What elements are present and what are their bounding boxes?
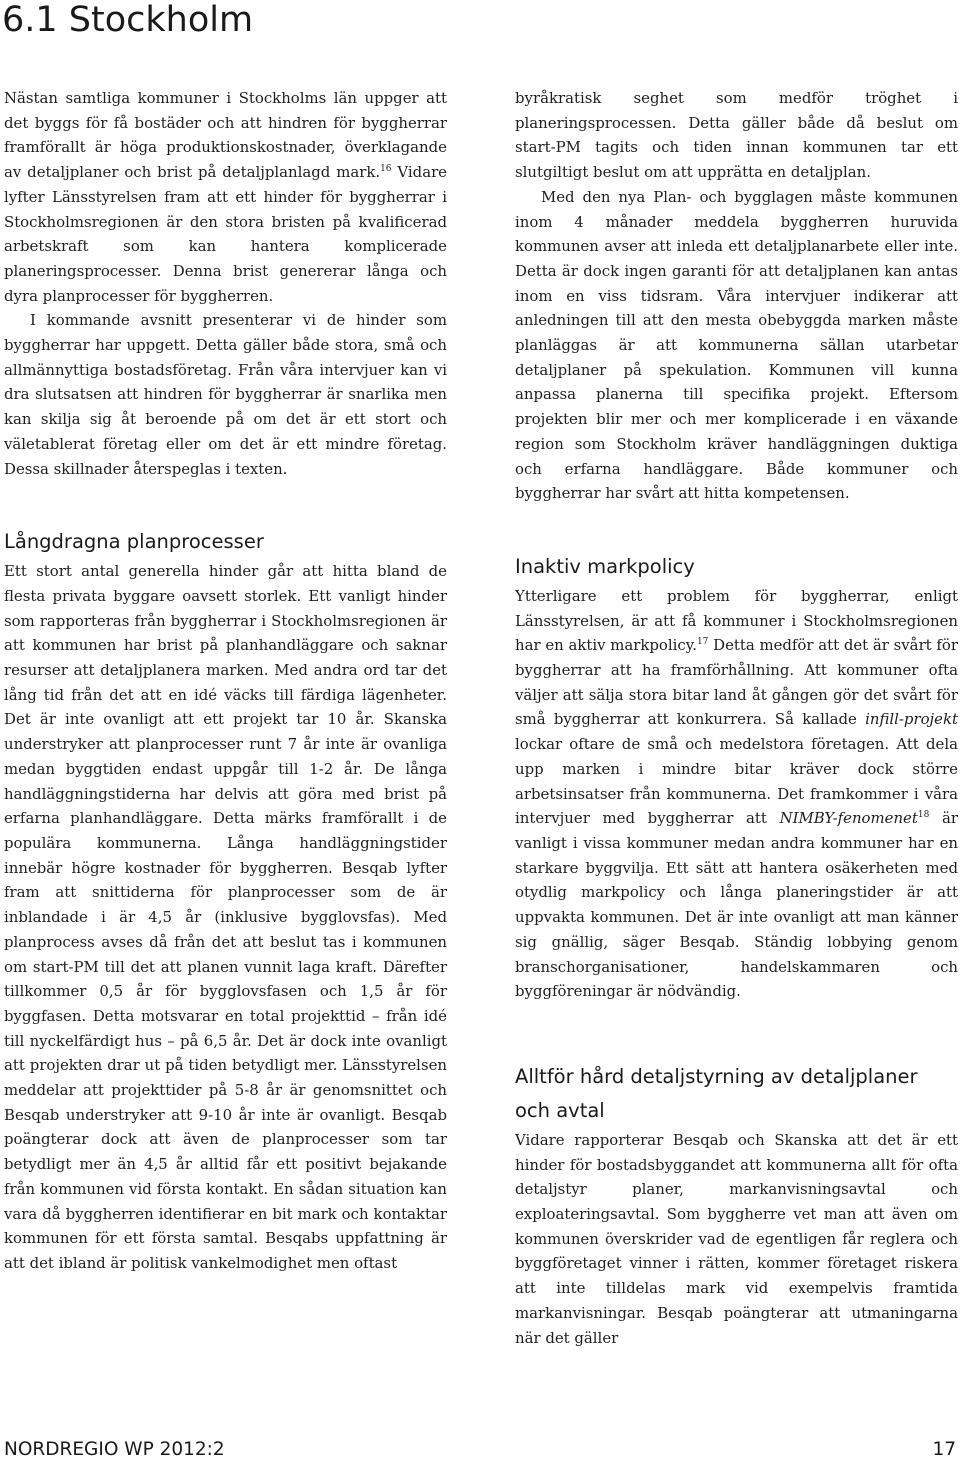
paragraph: Med den nya Plan- och bygglagen måste kommunen inom 4 månader meddela byggherren huruvida kommunen avser att inleda ett detaljplanarbete eller inte. Detta är dock ingen garanti för att detaljplanen kan antas inom en viss tidsram. Våra intervjuer indikerar att anledningen till att den mesta obebyggda marken måste planläggas är att kommunerna sällan utarbetar detaljplaner på spekulation. Kommunen vill kunna anpassa planerna till specifika projekt. Eftersom projekten blir mer och mer komplicerade i en växande region som Stockholm kräver handläggningen duktiga och erfarna handläggare. Både kommuner och byggherrar har svårt att hitta kompetensen. xyxy=(515,187,958,503)
section-heading: Inaktiv markpolicy xyxy=(515,554,695,578)
footnote-ref[interactable]: 16 xyxy=(380,164,392,175)
section-heading: Långdragna planprocesser xyxy=(4,530,264,554)
paragraph: byråkratisk seghet som medför tröghet i planeringsprocessen. Detta gäller både då beslut om start-PM tagits och tiden innan kommunen tar ett slutgiltigt beslut om att upprätta en detaljplan. xyxy=(515,89,958,182)
page-title: 6.1 Stockholm xyxy=(2,0,254,40)
page-number: 17 xyxy=(932,1439,956,1460)
footnote-ref[interactable]: 18 xyxy=(917,810,930,821)
paragraph: Ytterligare ett problem för byggherrar, enligt Länsstyrelsen, är att få kommuner i Stockholmsregionen har en aktiv markpolicy.$^{17}$ Detta medför att det är svårt för byggherrar att ha framförhållning. Att kommuner ofta väljer att sälja stora bitar land åt gången gör det svårt för små byggherrar att konkurrera. Så kallade infill-projekt lockar oftare de små och medelstora företagen. Att dela upp marken i mindre bitar kräver dock större arbetsinsatser från kommunerna. Det framkommer i våra intervjuer med byggherrar att NIMBY-fenomenet$^{18}$ är vanligt i vissa kommuner medan andra kommuner har en starkare byggvilja. Ett sätt att hantera osäkerheten med otydlig markpolicy och långa planeringstider är att uppvakta kommunen. Det är inte ovanligt att man känner sig gnällig, säger Besqab. Ständig lobbying genom branschorganisationer, handelskammaren och byggföreningar är nödvändig. xyxy=(515,586,958,1001)
footnote-ref[interactable]: 17 xyxy=(696,637,709,648)
paragraph: Nästan samtliga kommuner i Stockholms län uppger att det byggs för få bostäder och att hindren för byggherrar framförallt är höga produktionskostnader, överklagande av detaljplaner och brist på detaljplanlagd mark.$^{16}$ Vidare lyfter Länsstyrelsen fram att ett hinder för byggherrar i Stockholmsregionen är den stora bristen på kvalificerad arbetskraft som kan hantera komplicerade planeringsprocesser. Denna brist genererar långa och dyra planprocesser för byggherren. xyxy=(4,89,447,305)
paragraph: Ett stort antal generella hinder går att hitta bland de flesta privata byggare oavsett storlek. Ett vanligt hinder som rapporteras från byggherrar i Stockholmsregionen är att kommunen har brist på planhandläggare och saknar resurser att detaljplanera marken. Med andra ord tar det lång tid från det att en idé väcks till färdiga lägenheter. Det är inte ovanligt att ett projekt tar 10 år. Skanska understryker att planprocesser runt 7 år inte är ovanliga medan byggtiden endast uppgår till 1-2 år. De långa handläggningstiderna har delvis att göra med brist på erfarna planhandläggare. Detta märks framförallt i de populära kommunerna. Långa handläggningstider innebär högre kostnader för byggherren. Besqab lyfter fram att snittiderna för planprocesser som de är inblandade i är 4,5 år (inklusive bygglovsfas). Med planprocess avses då från det att beslut tas i kommunen om start-PM till det att planen vunnit laga kraft. Därefter tillkommer 0,5 år för bygglovsfasen och 1,5 år för byggfasen. Detta motsvarar en total projekttid – från idé till nyckelfärdigt hus – på 6,5 år. Det är dock inte ovanligt att projekten drar ut på tiden betydligt mer. Länsstyrelsen meddelar att projekttider på 5-8 år är genomsnittet och Besqab understryker att 9-10 år inte är ovanligt. Besqab poängterar dock att även de planprocesser som tar betydligt mer än 4,5 år alltid får ett positivt bejakande från kommunen vid första kontakt. En sådan situation kan vara då byggherren identifierar en bit mark och kontaktar kommunen för ett första samtal. Besqabs uppfattning är att det ibland är politisk vankelmodighet men oftast xyxy=(4,562,447,1272)
paragraph: Vidare rapporterar Besqab och Skanska att det är ett hinder för bostadsbyggandet att kommunerna allt för ofta detaljstyr planer, markanvisningsavtal och exploateringsavtal. Som byggherre vet man att även om kommunen överskrider vad de egentligen får reglera och byggföretaget vinner i rätten, kommer företaget riskera att inte tilldelas mark vid exempelvis framtida markanvisningar. Besqab poängterar att utmaningarna när det gäller xyxy=(515,1130,958,1347)
footer-publication: NORDREGIO WP 2012:2 xyxy=(4,1439,225,1460)
paragraph: I kommande avsnitt presenterar vi de hinder som byggherrar har uppgett. Detta gäller både stora, små och allmännyttiga bostadsföretag. Från våra intervjuer kan vi dra slutsatsen att hindren för byggherrar är snarlika men kan skilja sig åt beroende på om det är ett stort och väletablerat företag eller om det är ett mindre företag. Dessa skillnader återspeglas i texten. xyxy=(4,311,447,478)
left-column xyxy=(4,86,447,1276)
section-heading: Alltför hård detaljstyrning av detaljplaner och avtal xyxy=(515,1064,918,1122)
right-column xyxy=(515,86,958,1350)
